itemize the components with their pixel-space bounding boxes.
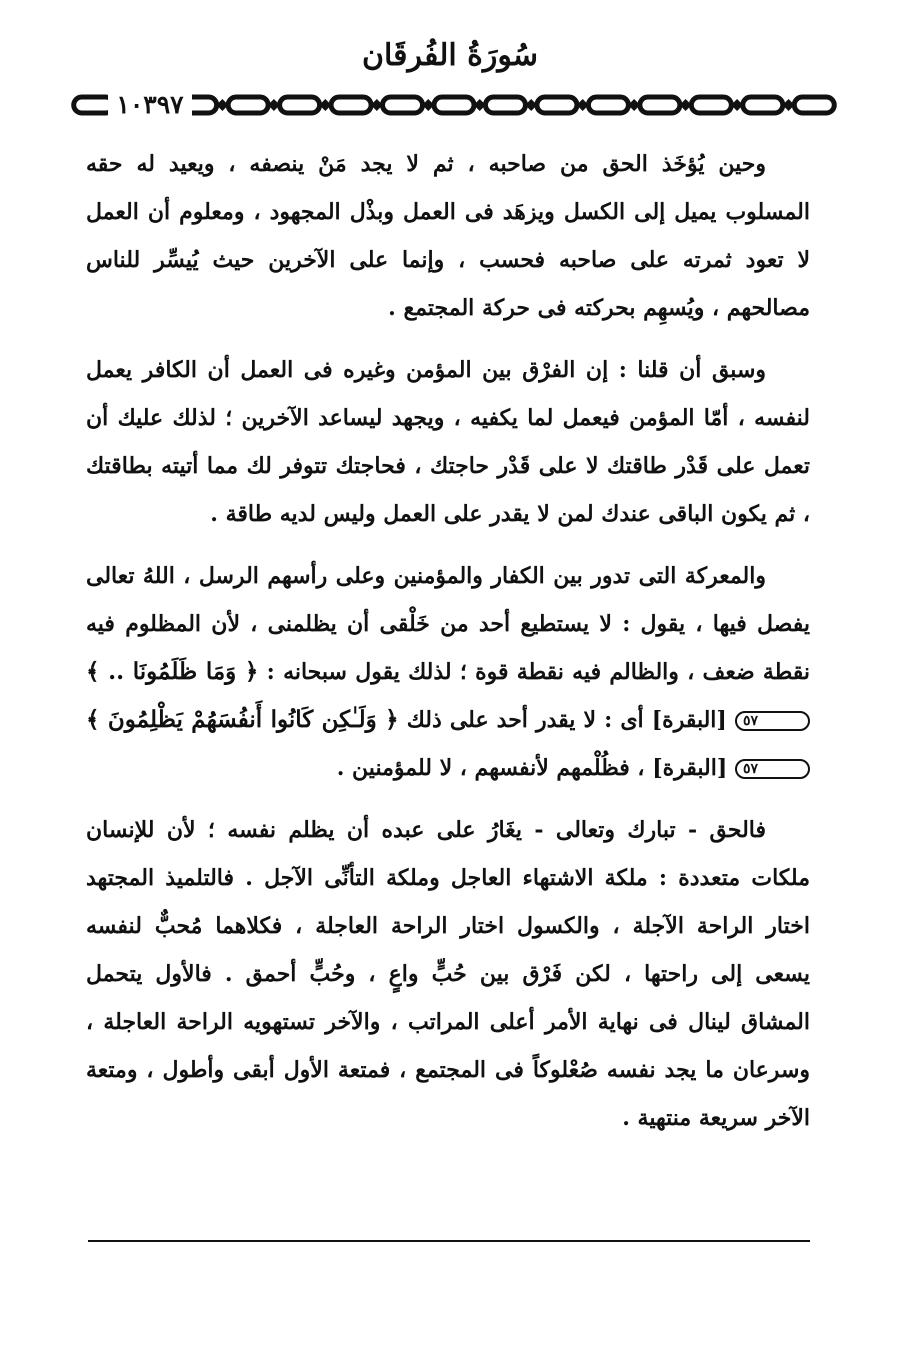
footer-rule xyxy=(88,1240,810,1242)
ornament-oval xyxy=(743,97,783,113)
ayah-number-2: ٥٧ xyxy=(735,759,810,779)
surah-reference-2: [البقرة] xyxy=(652,755,728,781)
surah-title: سُورَةُ الفُرقَان xyxy=(361,38,538,73)
ornament-oval xyxy=(691,97,731,113)
paragraph-3-part-1: والمعركة التى تدور بين الكفار والمؤمنين وعلى رأسهم الرسل ، اللهُ تعالى يفصل فيها ، يقول : لا يستطيع أحد من خَلْقى أن يظلمنى ، لأن المظلوم فيه نقطة ضعف ، والظالم فيه نقطة قوة ؛ لذلك يقول سبحانه : xyxy=(86,563,810,685)
ornament-oval xyxy=(794,97,834,113)
paragraph-4: فالحق - تبارك وتعالى - يغَارُ على عبده أن يظلم نفسه ؛ لأن للإنسان ملكات متعددة : ملكة الاشتهاء العاجل وملكة التأنِّى الآجل . فالتلميذ المجتهد اختار الراحة الآجلة ، والكسول اختار الراحة العاجلة ، فكلاهما مُحبٌّ لنفسه يسعى إلى راحتها ، لكن فَرْق بين حُبٍّ واعٍ ، وحُبٍّ أحمق . فالأول يتحمل المشاق لينال فى نهاية الأمر أعلى المراتب ، والآخر تستهويه الراحة العاجلة ، وسرعان ما يجد نفسه صُعْلوكاً فى المجتمع ، فمتعة الأول أبقى وأطول ، ومتعة الآخر سريعة منتهية . xyxy=(86,817,810,1131)
ornament-oval xyxy=(280,97,320,113)
paragraph-2: وسبق أن قلنا : إن الفرْق بين المؤمن وغيره فى العمل أن الكافر يعمل لنفسه ، أمّا المؤمن فيعمل لما يكفيه ، ويجهد ليساعد الآخرين ؛ لذلك عليك أن تعمل على قَدْر طاقتك لا على قَدْر حاجتك ، فحاجتك تتوفر لك مما أتيته بطاقتك ، ثم يكون الباقى عندك لمن لا يقدر على العمل وليس لديه طاقة . xyxy=(86,357,810,527)
ornament-oval xyxy=(485,97,525,113)
ornament-oval xyxy=(537,97,577,113)
ornament-oval xyxy=(228,97,268,113)
paragraph-3-part-2: أى : لا يقدر أحد على ذلك xyxy=(406,707,644,733)
paragraph-3-part-3: ، فظُلْمهم لأنفسهم ، لا للمؤمنين . xyxy=(336,755,645,781)
paragraph-3 xyxy=(86,552,810,792)
surah-reference-1: [البقرة] xyxy=(651,707,727,733)
page-number: ١٠٣٩٧ xyxy=(108,88,192,122)
ornament-oval xyxy=(640,97,680,113)
body-text xyxy=(86,140,810,1156)
ornament-oval xyxy=(434,97,474,113)
quran-verse-1: ﴿ وَمَا ظَلَمُونَا .. ﴾ xyxy=(86,658,259,685)
ornament-oval xyxy=(331,97,371,113)
ornament-oval xyxy=(588,97,628,113)
paragraph-1: وحين يُؤخَذ الحق من صاحبه ، ثم لا يجد مَنْ ينصفه ، ويعيد له حقه المسلوب يميل إلى الكسل ويزهَد فى العمل وبذْل المجهود ، ومعلوم أن العمل لا تعود ثمرته على صاحبه فحسب ، وإنما على الآخرين حيث يُيسِّر للناس مصالحهم ، ويُسهِم بحركته فى حركة المجتمع . xyxy=(86,151,810,321)
quran-verse-2: ﴿ وَلَـٰكِن كَانُوا أَنفُسَهُمْ يَظْلِمُونَ ﴾ xyxy=(86,706,399,733)
ornament-oval xyxy=(383,97,423,113)
ayah-number-1: ٥٧ xyxy=(735,711,810,731)
